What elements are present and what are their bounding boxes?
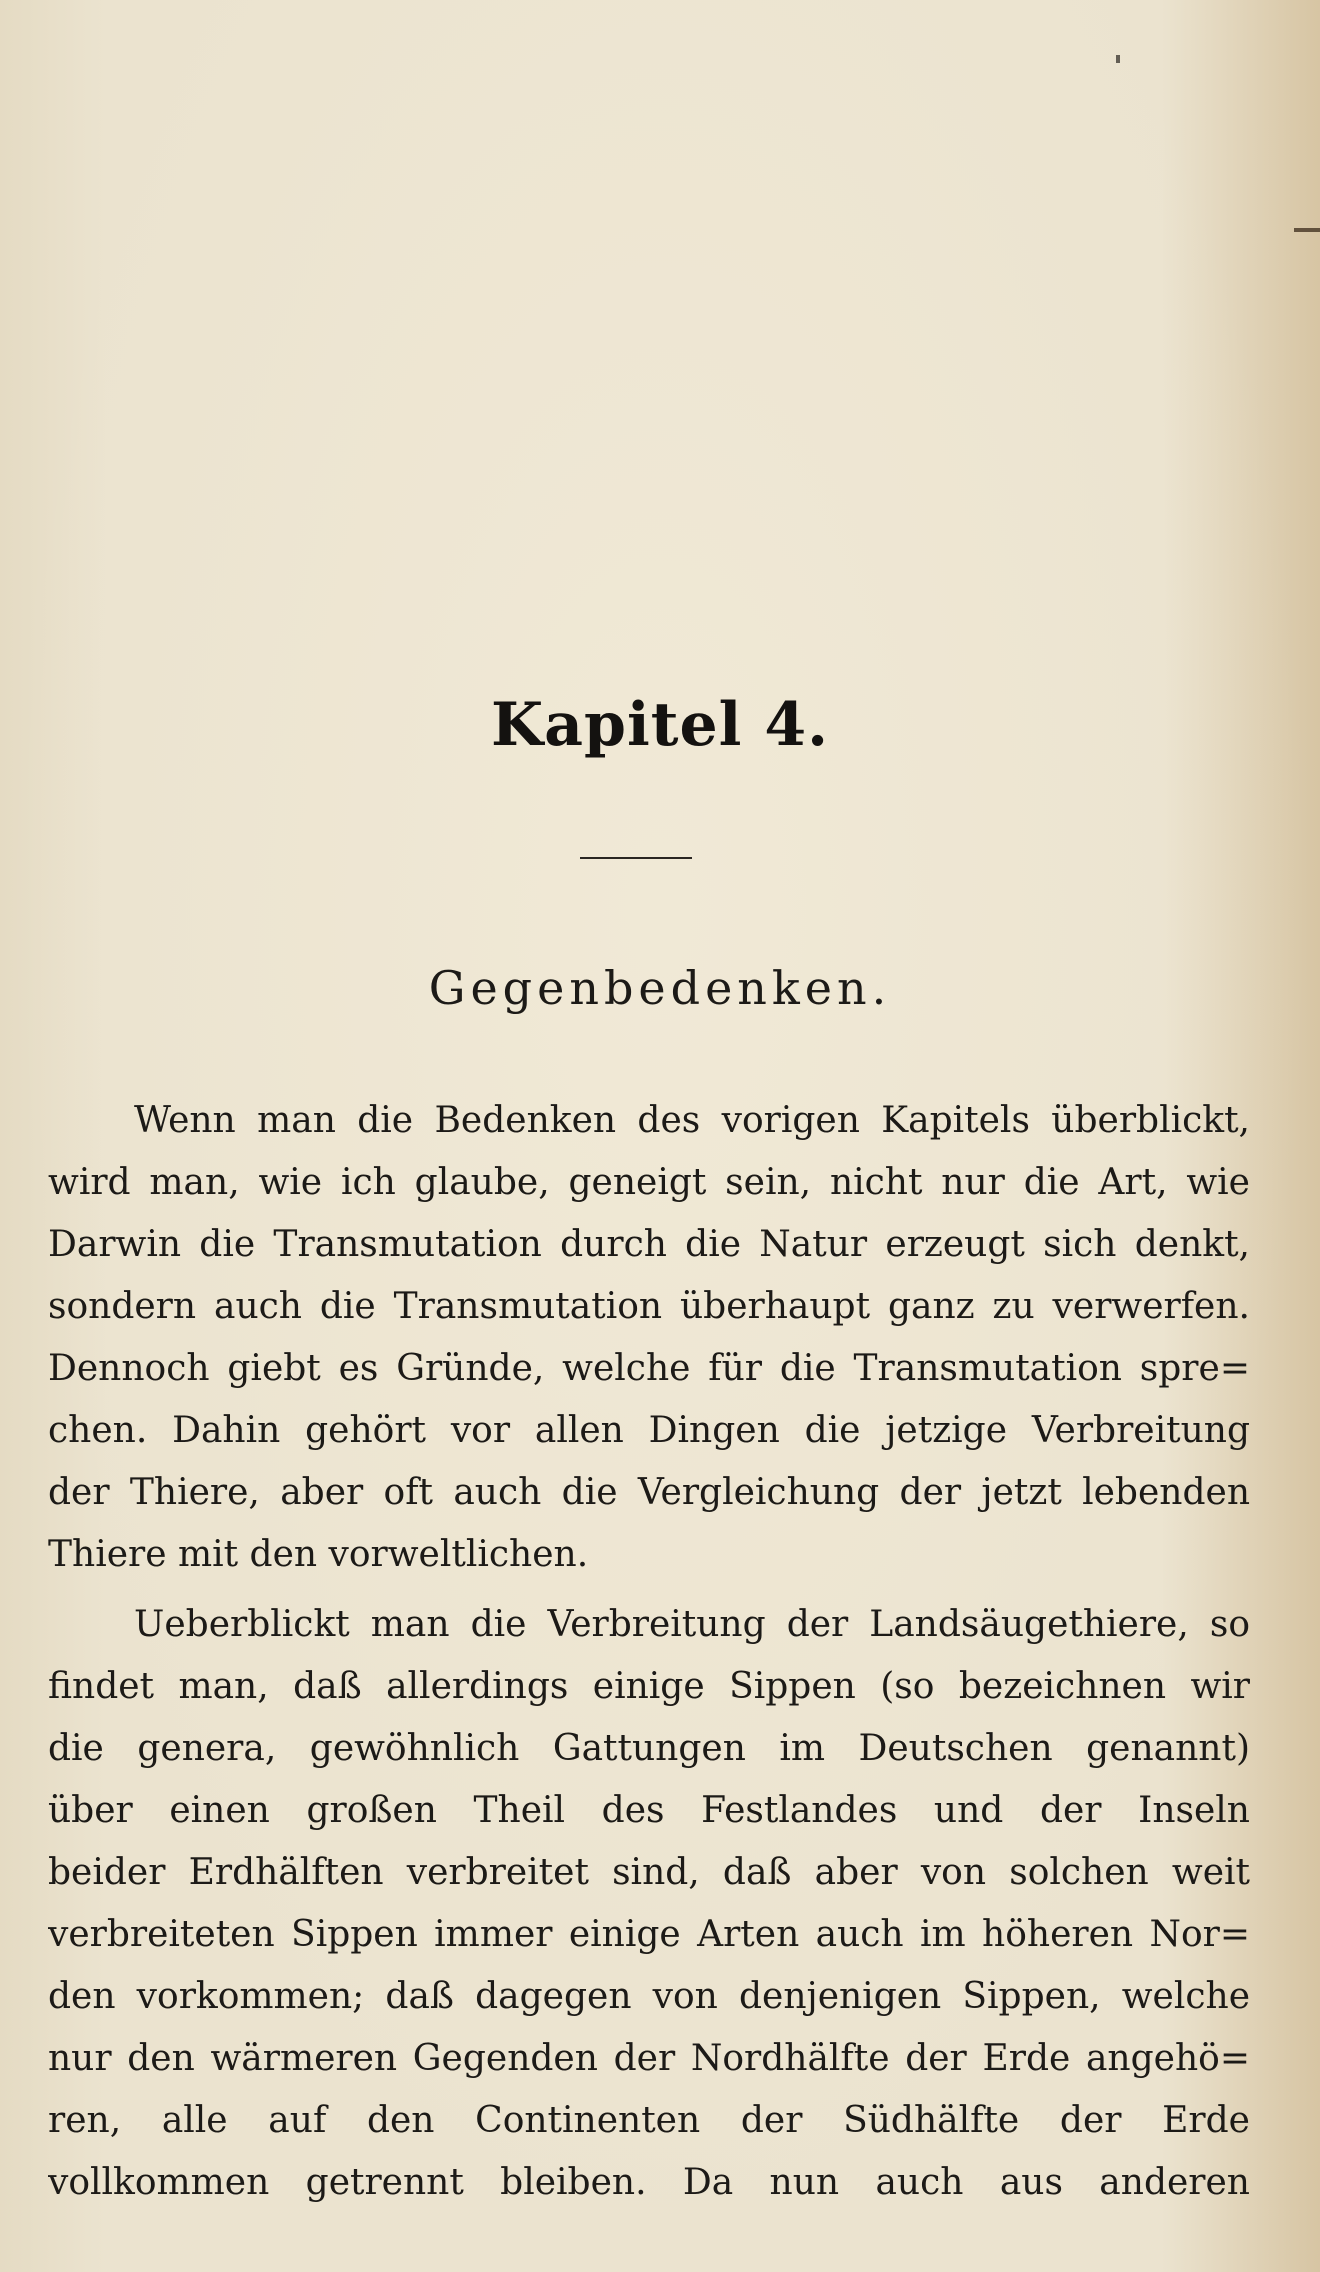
text-line: den vorkommen; daß dagegen von denjenigen Sippen, welche	[48, 1976, 1250, 2017]
text-line: findet man, daß allerdings einige Sippen (so bezeichnen wir	[48, 1666, 1250, 1707]
text-line: Thiere mit den vorweltlichen.	[48, 1534, 589, 1575]
text-line: Ueberblickt man die Verbreitung der Landsäugethiere, so	[134, 1604, 1250, 1645]
text-line: Darwin die Transmutation durch die Natur erzeugt sich denkt,	[48, 1224, 1250, 1265]
page-edge-mark	[1294, 228, 1320, 232]
text-line: nur den wärmeren Gegenden der Nordhälfte der Erde angehö=	[48, 2038, 1250, 2079]
text-line: vollkommen getrennt bleiben. Da nun auch aus anderen	[48, 2162, 1250, 2203]
title-divider	[580, 857, 692, 859]
text-line: ren, alle auf den Continenten der Südhälfte der Erde	[48, 2100, 1250, 2141]
paragraph-1	[48, 1090, 1250, 1586]
text-line: verbreiteten Sippen immer einige Arten auch im höheren Nor=	[48, 1914, 1250, 1955]
section-title: Gegenbedenken.	[428, 961, 892, 1015]
ink-speck	[1116, 55, 1120, 63]
body-text	[48, 1090, 1250, 2214]
chapter-title: Kapitel 4.	[491, 690, 829, 760]
text-line: Dennoch giebt es Gründe, welche für die Transmutation spre=	[48, 1348, 1250, 1389]
text-line: chen. Dahin gehört vor allen Dingen die jetzige Verbreitung	[48, 1410, 1250, 1451]
paragraph-2	[48, 1594, 1250, 2214]
text-line: beider Erdhälften verbreitet sind, daß aber von solchen weit	[48, 1852, 1250, 1893]
text-line: Wenn man die Bedenken des vorigen Kapitels überblickt,	[134, 1100, 1250, 1141]
text-line: die genera, gewöhnlich Gattungen im Deutschen genannt)	[48, 1728, 1250, 1769]
text-line: der Thiere, aber oft auch die Vergleichung der jetzt lebenden	[48, 1472, 1250, 1513]
text-line: wird man, wie ich glaube, geneigt sein, nicht nur die Art, wie	[48, 1162, 1250, 1203]
text-line: sondern auch die Transmutation überhaupt ganz zu verwerfen.	[48, 1286, 1250, 1327]
text-line: über einen großen Theil des Festlandes und der Inseln	[48, 1790, 1250, 1831]
